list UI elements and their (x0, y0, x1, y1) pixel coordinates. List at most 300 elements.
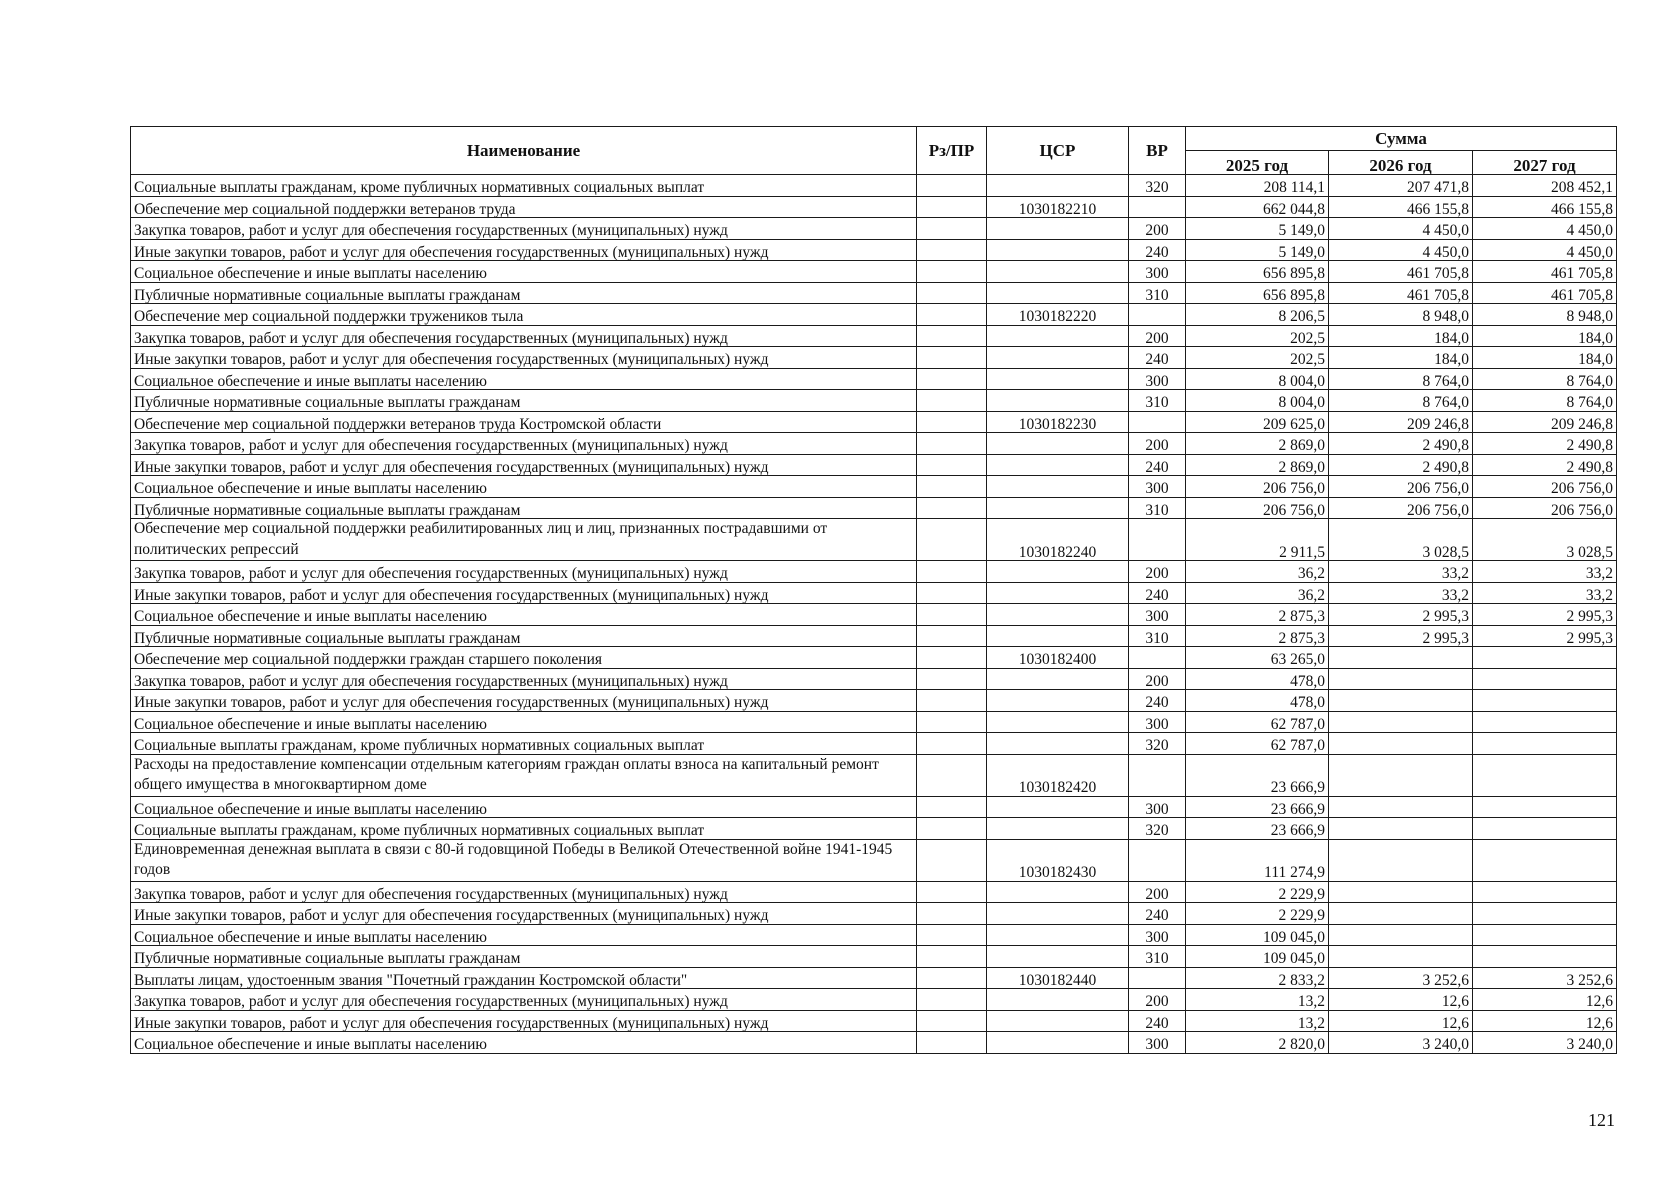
table-row (131, 561, 1617, 583)
cell-name: Социальное обеспечение и иные выплаты населению (131, 261, 917, 283)
table-row (131, 239, 1617, 261)
cell-2027: 4 450,0 (1473, 218, 1617, 240)
cell-name: Обеспечение мер социальной поддержки реабилитированных лиц и лиц, признанных пострадавшими от политических репрессий (131, 519, 917, 561)
cell-vr: 300 (1129, 261, 1186, 283)
cell-2027: 3 028,5 (1473, 519, 1617, 561)
cell-vr: 300 (1129, 476, 1186, 498)
cell-rzpr (917, 519, 987, 561)
cell-2026: 33,2 (1329, 582, 1473, 604)
table-row (131, 390, 1617, 412)
cell-rzpr (917, 282, 987, 304)
cell-vr: 310 (1129, 946, 1186, 968)
cell-2025: 13,2 (1186, 1010, 1329, 1032)
cell-name: Иные закупки товаров, работ и услуг для обеспечения государственных (муниципальных) нужд (131, 347, 917, 369)
cell-csr: 1030182430 (987, 839, 1129, 881)
table-row (131, 454, 1617, 476)
cell-vr: 300 (1129, 924, 1186, 946)
cell-2025: 209 625,0 (1186, 411, 1329, 433)
cell-name: Закупка товаров, работ и услуг для обеспечения государственных (муниципальных) нужд (131, 433, 917, 455)
cell-csr (987, 946, 1129, 968)
cell-2027: 461 705,8 (1473, 261, 1617, 283)
cell-2026: 461 705,8 (1329, 261, 1473, 283)
cell-rzpr (917, 497, 987, 519)
cell-2026 (1329, 647, 1473, 669)
cell-csr (987, 368, 1129, 390)
cell-csr (987, 218, 1129, 240)
cell-2027: 3 252,6 (1473, 967, 1617, 989)
cell-rzpr (917, 196, 987, 218)
cell-csr (987, 668, 1129, 690)
cell-csr (987, 261, 1129, 283)
table-header (131, 127, 1617, 175)
cell-2025: 2 229,9 (1186, 881, 1329, 903)
cell-csr: 1030182220 (987, 304, 1129, 326)
cell-name: Иные закупки товаров, работ и услуг для обеспечения государственных (муниципальных) нужд (131, 239, 917, 261)
cell-2025: 23 666,9 (1186, 796, 1329, 818)
cell-2027: 208 452,1 (1473, 175, 1617, 197)
cell-csr (987, 690, 1129, 712)
cell-2025: 36,2 (1186, 582, 1329, 604)
cell-csr: 1030182240 (987, 519, 1129, 561)
cell-2025: 202,5 (1186, 325, 1329, 347)
cell-vr: 310 (1129, 282, 1186, 304)
cell-2026: 3 252,6 (1329, 967, 1473, 989)
table-row (131, 282, 1617, 304)
cell-2027 (1473, 647, 1617, 669)
cell-2026: 8 764,0 (1329, 368, 1473, 390)
cell-2026: 206 756,0 (1329, 497, 1473, 519)
cell-name: Социальное обеспечение и иные выплаты населению (131, 711, 917, 733)
table-row (131, 647, 1617, 669)
cell-2027: 466 155,8 (1473, 196, 1617, 218)
cell-2027: 12,6 (1473, 989, 1617, 1011)
cell-csr (987, 325, 1129, 347)
cell-csr (987, 454, 1129, 476)
cell-csr: 1030182400 (987, 647, 1129, 669)
cell-csr (987, 239, 1129, 261)
cell-name: Закупка товаров, работ и услуг для обеспечения государственных (муниципальных) нужд (131, 561, 917, 583)
table-row (131, 497, 1617, 519)
cell-name: Закупка товаров, работ и услуг для обеспечения государственных (муниципальных) нужд (131, 881, 917, 903)
cell-2025: 23 666,9 (1186, 754, 1329, 796)
cell-csr (987, 1010, 1129, 1032)
header-rzpr: Рз/ПР (917, 127, 987, 175)
cell-2026 (1329, 839, 1473, 881)
cell-rzpr (917, 239, 987, 261)
cell-name: Социальное обеспечение и иные выплаты населению (131, 368, 917, 390)
cell-name: Социальные выплаты гражданам, кроме публичных нормативных социальных выплат (131, 175, 917, 197)
cell-rzpr (917, 390, 987, 412)
cell-2026 (1329, 711, 1473, 733)
cell-2027: 184,0 (1473, 347, 1617, 369)
cell-2025: 23 666,9 (1186, 818, 1329, 840)
cell-2026: 2 995,3 (1329, 625, 1473, 647)
cell-2027 (1473, 818, 1617, 840)
cell-vr: 200 (1129, 433, 1186, 455)
cell-csr: 1030182440 (987, 967, 1129, 989)
cell-2025: 5 149,0 (1186, 239, 1329, 261)
cell-vr: 240 (1129, 454, 1186, 476)
cell-2027 (1473, 690, 1617, 712)
cell-rzpr (917, 754, 987, 796)
cell-vr: 320 (1129, 818, 1186, 840)
cell-2026: 3 240,0 (1329, 1032, 1473, 1054)
cell-name: Публичные нормативные социальные выплаты гражданам (131, 390, 917, 412)
cell-name: Обеспечение мер социальной поддержки ветеранов труда (131, 196, 917, 218)
cell-csr (987, 989, 1129, 1011)
cell-2026: 3 028,5 (1329, 519, 1473, 561)
cell-csr (987, 604, 1129, 626)
cell-2026: 466 155,8 (1329, 196, 1473, 218)
cell-2026 (1329, 818, 1473, 840)
table-body (131, 175, 1617, 1054)
cell-2025: 662 044,8 (1186, 196, 1329, 218)
cell-vr (1129, 304, 1186, 326)
table-row (131, 839, 1617, 881)
cell-2027: 8 948,0 (1473, 304, 1617, 326)
cell-name: Закупка товаров, работ и услуг для обеспечения государственных (муниципальных) нужд (131, 218, 917, 240)
header-name: Наименование (131, 127, 917, 175)
table-row (131, 582, 1617, 604)
cell-vr: 240 (1129, 347, 1186, 369)
table-row (131, 690, 1617, 712)
cell-vr: 310 (1129, 497, 1186, 519)
cell-2027: 461 705,8 (1473, 282, 1617, 304)
cell-rzpr (917, 368, 987, 390)
cell-2025: 13,2 (1186, 989, 1329, 1011)
cell-name: Социальное обеспечение и иные выплаты населению (131, 1032, 917, 1054)
cell-2026: 4 450,0 (1329, 218, 1473, 240)
cell-csr (987, 390, 1129, 412)
cell-2026: 4 450,0 (1329, 239, 1473, 261)
table-row (131, 476, 1617, 498)
cell-2026: 207 471,8 (1329, 175, 1473, 197)
cell-rzpr (917, 924, 987, 946)
cell-2027 (1473, 711, 1617, 733)
cell-2027: 12,6 (1473, 1010, 1617, 1032)
cell-rzpr (917, 733, 987, 755)
table-row (131, 1032, 1617, 1054)
cell-2026: 461 705,8 (1329, 282, 1473, 304)
cell-name: Единовременная денежная выплата в связи с 80-й годовщиной Победы в Великой Отечественной войне 1941-1945 годов (131, 839, 917, 881)
cell-csr (987, 561, 1129, 583)
cell-name: Иные закупки товаров, работ и услуг для обеспечения государственных (муниципальных) нужд (131, 582, 917, 604)
cell-2025: 656 895,8 (1186, 282, 1329, 304)
cell-vr (1129, 839, 1186, 881)
cell-2025: 2 869,0 (1186, 433, 1329, 455)
cell-2025: 206 756,0 (1186, 476, 1329, 498)
cell-vr: 300 (1129, 604, 1186, 626)
cell-2026: 12,6 (1329, 989, 1473, 1011)
cell-2026 (1329, 924, 1473, 946)
table-row (131, 903, 1617, 925)
cell-name: Обеспечение мер социальной поддержки ветеранов труда Костромской области (131, 411, 917, 433)
cell-rzpr (917, 1032, 987, 1054)
cell-rzpr (917, 690, 987, 712)
cell-vr: 300 (1129, 711, 1186, 733)
cell-name: Иные закупки товаров, работ и услуг для обеспечения государственных (муниципальных) нужд (131, 1010, 917, 1032)
cell-vr: 200 (1129, 668, 1186, 690)
cell-csr (987, 733, 1129, 755)
cell-2027 (1473, 796, 1617, 818)
header-2027: 2027 год (1473, 151, 1617, 175)
cell-2026 (1329, 796, 1473, 818)
cell-2027 (1473, 839, 1617, 881)
cell-rzpr (917, 796, 987, 818)
cell-2027: 8 764,0 (1473, 368, 1617, 390)
table-row (131, 733, 1617, 755)
cell-name: Расходы на предоставление компенсации отдельным категориям граждан оплаты взноса на капитальный ремонт общего имущества в многоквартирном доме (131, 754, 917, 796)
cell-csr (987, 924, 1129, 946)
cell-vr: 240 (1129, 690, 1186, 712)
cell-2025: 8 206,5 (1186, 304, 1329, 326)
page-number: 121 (1588, 1110, 1615, 1130)
table-row (131, 347, 1617, 369)
cell-2027: 33,2 (1473, 561, 1617, 583)
cell-2025: 109 045,0 (1186, 924, 1329, 946)
cell-rzpr (917, 967, 987, 989)
cell-csr (987, 347, 1129, 369)
cell-name: Закупка товаров, работ и услуг для обеспечения государственных (муниципальных) нужд (131, 668, 917, 690)
cell-csr (987, 881, 1129, 903)
cell-name: Иные закупки товаров, работ и услуг для обеспечения государственных (муниципальных) нужд (131, 690, 917, 712)
cell-2025: 2 229,9 (1186, 903, 1329, 925)
cell-vr: 300 (1129, 368, 1186, 390)
cell-vr: 200 (1129, 561, 1186, 583)
table-row (131, 754, 1617, 796)
table-row (131, 967, 1617, 989)
cell-2026: 184,0 (1329, 325, 1473, 347)
cell-vr: 320 (1129, 733, 1186, 755)
cell-rzpr (917, 411, 987, 433)
cell-csr: 1030182230 (987, 411, 1129, 433)
cell-vr (1129, 647, 1186, 669)
cell-2027: 2 490,8 (1473, 454, 1617, 476)
cell-rzpr (917, 903, 987, 925)
cell-2025: 109 045,0 (1186, 946, 1329, 968)
cell-2025: 206 756,0 (1186, 497, 1329, 519)
cell-rzpr (917, 347, 987, 369)
cell-rzpr (917, 989, 987, 1011)
cell-rzpr (917, 325, 987, 347)
cell-rzpr (917, 604, 987, 626)
cell-2025: 8 004,0 (1186, 390, 1329, 412)
cell-csr (987, 796, 1129, 818)
table-row (131, 924, 1617, 946)
cell-rzpr (917, 433, 987, 455)
cell-2025: 2 875,3 (1186, 604, 1329, 626)
header-2025: 2025 год (1186, 151, 1329, 175)
table-row (131, 946, 1617, 968)
cell-rzpr (917, 476, 987, 498)
cell-2026: 12,6 (1329, 1010, 1473, 1032)
cell-name: Публичные нормативные социальные выплаты гражданам (131, 282, 917, 304)
cell-rzpr (917, 218, 987, 240)
cell-rzpr (917, 625, 987, 647)
table-row (131, 325, 1617, 347)
cell-name: Иные закупки товаров, работ и услуг для обеспечения государственных (муниципальных) нужд (131, 454, 917, 476)
cell-2027: 206 756,0 (1473, 497, 1617, 519)
cell-csr: 1030182210 (987, 196, 1129, 218)
cell-csr (987, 818, 1129, 840)
cell-2025: 36,2 (1186, 561, 1329, 583)
cell-rzpr (917, 668, 987, 690)
table-row (131, 625, 1617, 647)
cell-rzpr (917, 946, 987, 968)
cell-vr (1129, 754, 1186, 796)
table-row (131, 881, 1617, 903)
cell-2025: 2 833,2 (1186, 967, 1329, 989)
cell-2025: 208 114,1 (1186, 175, 1329, 197)
cell-2025: 111 274,9 (1186, 839, 1329, 881)
cell-2027 (1473, 754, 1617, 796)
cell-name: Социальное обеспечение и иные выплаты населению (131, 604, 917, 626)
table-row (131, 519, 1617, 561)
table-row (131, 175, 1617, 197)
cell-2025: 2 875,3 (1186, 625, 1329, 647)
cell-csr (987, 282, 1129, 304)
header-sum: Сумма (1186, 127, 1617, 151)
cell-2025: 656 895,8 (1186, 261, 1329, 283)
cell-2026 (1329, 881, 1473, 903)
cell-2025: 2 869,0 (1186, 454, 1329, 476)
cell-csr (987, 903, 1129, 925)
cell-vr: 310 (1129, 625, 1186, 647)
cell-rzpr (917, 175, 987, 197)
cell-2027 (1473, 733, 1617, 755)
table-row (131, 604, 1617, 626)
cell-name: Обеспечение мер социальной поддержки тружеников тыла (131, 304, 917, 326)
cell-2027 (1473, 924, 1617, 946)
table-row (131, 818, 1617, 840)
table-row (131, 368, 1617, 390)
cell-vr: 240 (1129, 1010, 1186, 1032)
cell-rzpr (917, 881, 987, 903)
cell-2025: 202,5 (1186, 347, 1329, 369)
table-row (131, 196, 1617, 218)
cell-2027 (1473, 881, 1617, 903)
cell-rzpr (917, 582, 987, 604)
cell-2026: 8 948,0 (1329, 304, 1473, 326)
table-row (131, 989, 1617, 1011)
cell-2027: 33,2 (1473, 582, 1617, 604)
cell-csr (987, 1032, 1129, 1054)
header-csr: ЦСР (987, 127, 1129, 175)
cell-name: Выплаты лицам, удостоенным звания "Почетный гражданин Костромской области" (131, 967, 917, 989)
cell-name: Публичные нормативные социальные выплаты гражданам (131, 625, 917, 647)
cell-2026 (1329, 668, 1473, 690)
table-row (131, 218, 1617, 240)
cell-vr: 300 (1129, 796, 1186, 818)
cell-name: Социальные выплаты гражданам, кроме публичных нормативных социальных выплат (131, 818, 917, 840)
cell-2026 (1329, 733, 1473, 755)
cell-name: Обеспечение мер социальной поддержки граждан старшего поколения (131, 647, 917, 669)
cell-rzpr (917, 304, 987, 326)
table-row (131, 433, 1617, 455)
cell-2027: 184,0 (1473, 325, 1617, 347)
table-row (131, 668, 1617, 690)
cell-2025: 2 911,5 (1186, 519, 1329, 561)
cell-rzpr (917, 1010, 987, 1032)
cell-2027 (1473, 946, 1617, 968)
cell-rzpr (917, 261, 987, 283)
cell-2027: 2 995,3 (1473, 625, 1617, 647)
table-row (131, 411, 1617, 433)
cell-csr (987, 625, 1129, 647)
cell-2026: 2 490,8 (1329, 454, 1473, 476)
cell-2026 (1329, 690, 1473, 712)
cell-vr (1129, 196, 1186, 218)
cell-2026 (1329, 946, 1473, 968)
cell-vr: 240 (1129, 582, 1186, 604)
cell-csr (987, 582, 1129, 604)
cell-vr: 310 (1129, 390, 1186, 412)
cell-name: Публичные нормативные социальные выплаты гражданам (131, 946, 917, 968)
budget-table (130, 126, 1617, 1054)
cell-2026: 184,0 (1329, 347, 1473, 369)
table-row (131, 1010, 1617, 1032)
cell-rzpr (917, 454, 987, 476)
cell-vr (1129, 519, 1186, 561)
cell-2026: 33,2 (1329, 561, 1473, 583)
cell-rzpr (917, 647, 987, 669)
cell-csr (987, 433, 1129, 455)
cell-vr: 200 (1129, 989, 1186, 1011)
cell-csr (987, 175, 1129, 197)
cell-2027: 209 246,8 (1473, 411, 1617, 433)
cell-vr: 200 (1129, 325, 1186, 347)
table-row (131, 261, 1617, 283)
cell-csr (987, 476, 1129, 498)
cell-name: Социальные выплаты гражданам, кроме публичных нормативных социальных выплат (131, 733, 917, 755)
cell-2026: 2 995,3 (1329, 604, 1473, 626)
cell-vr: 200 (1129, 881, 1186, 903)
cell-vr (1129, 967, 1186, 989)
cell-2027: 2 490,8 (1473, 433, 1617, 455)
cell-vr (1129, 411, 1186, 433)
cell-2026: 209 246,8 (1329, 411, 1473, 433)
cell-2027 (1473, 668, 1617, 690)
cell-vr: 240 (1129, 903, 1186, 925)
cell-name: Публичные нормативные социальные выплаты гражданам (131, 497, 917, 519)
cell-rzpr (917, 561, 987, 583)
cell-2025: 63 265,0 (1186, 647, 1329, 669)
header-vr: ВР (1129, 127, 1186, 175)
cell-2027: 4 450,0 (1473, 239, 1617, 261)
cell-name: Иные закупки товаров, работ и услуг для обеспечения государственных (муниципальных) нужд (131, 903, 917, 925)
cell-2027 (1473, 903, 1617, 925)
table-row (131, 304, 1617, 326)
cell-csr: 1030182420 (987, 754, 1129, 796)
cell-name: Социальное обеспечение и иные выплаты населению (131, 924, 917, 946)
cell-csr (987, 497, 1129, 519)
cell-name: Социальное обеспечение и иные выплаты населению (131, 796, 917, 818)
header-2026: 2026 год (1329, 151, 1473, 175)
cell-rzpr (917, 839, 987, 881)
cell-2027: 206 756,0 (1473, 476, 1617, 498)
table-row (131, 796, 1617, 818)
cell-name: Закупка товаров, работ и услуг для обеспечения государственных (муниципальных) нужд (131, 325, 917, 347)
cell-2026: 2 490,8 (1329, 433, 1473, 455)
cell-2026 (1329, 754, 1473, 796)
cell-2027: 8 764,0 (1473, 390, 1617, 412)
cell-2026: 8 764,0 (1329, 390, 1473, 412)
cell-rzpr (917, 711, 987, 733)
cell-vr: 200 (1129, 218, 1186, 240)
cell-2025: 5 149,0 (1186, 218, 1329, 240)
cell-2025: 8 004,0 (1186, 368, 1329, 390)
cell-2026: 206 756,0 (1329, 476, 1473, 498)
